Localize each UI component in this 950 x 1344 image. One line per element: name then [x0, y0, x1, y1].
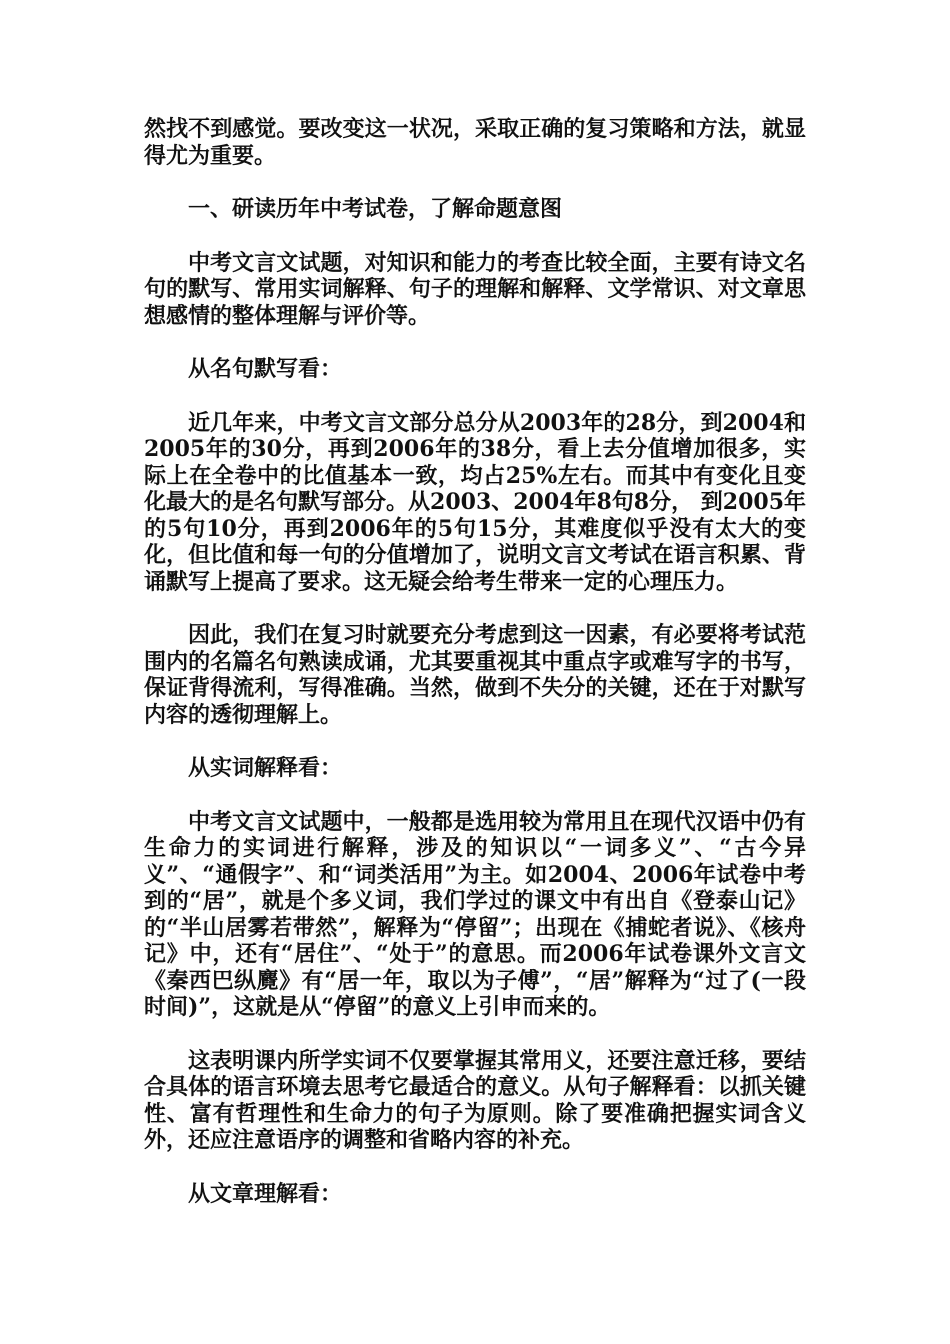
paragraph-exam-content: 中考文言文试题，对知识和能力的考查比较全面，主要有诗文名句的默写、常用实词解释、句子的理解和解释、文学常识、对文章思想感情的整体理解与评价等。 — [144, 249, 806, 329]
document-page — [144, 116, 806, 1234]
subheading-word-explanation: 从实词解释看： — [188, 755, 343, 781]
section-heading: 一、研读历年中考试卷，了解命题意图 — [188, 196, 563, 222]
subheading-quote-writing: 从名句默写看： — [188, 356, 343, 382]
paragraph-word-transfer: 这表明课内所学实词不仅要掌握其常用义，还要注意迁移，要结合具体的语言环境去思考它最适合的意义。从句子解释看：以抓关键性、富有哲理性和生命力的句子为原则。除了要准确把握实词含义外，还应注意语序的调整和省略内容的补充。 — [144, 1047, 806, 1153]
paragraph-score-trend: 近几年来，中考文言文部分总分从2003年的28分，到2004和2005年的30分，再到2006年的38分，看上去分值增加很多，实际上在全卷中的比值基本一致，均占25%左右。而其中有变化且变化最大的是名句默写部分。从2003、2004年8句8分， 到2005年的5句10分，再到2006年的5句15分，其难度似乎没有太大的变化，但比值和每一句的分值增加了，说明文言文考试在语言积累、背诵默写上提高了要求。这无疑会给考生带来一定的心理压力。 — [144, 409, 806, 595]
subheading-text-understanding: 从文章理解看： — [188, 1180, 343, 1207]
paragraph-word-examples: 中考文言文试题中，一般都是选用较为常用且在现代汉语中仍有生命力的实词进行解释，涉及的知识以“一词多义”、“古今异义”、“通假字”、和“词类活用”为主。如2004、2006年试卷中考到的“居”，就是个多义词，我们学过的课文中有出自《登泰山记》的“半山居雾若带然”，解释为“停留”；出现在《捕蛇者说》、《核舟记》中，还有“居住”、“处于”的意思。而2006年试卷课外文言文《秦西巴纵麑》有“居一年，取以为子傅”，“居”解释为“过了(一段时间)”，这就是从“停留”的意义上引申而来的。 — [144, 808, 806, 1020]
paragraph-continuation: 然找不到感觉。要改变这一状况，采取正确的复习策略和方法，就显得尤为重要。 — [144, 116, 806, 169]
paragraph-review-advice: 因此，我们在复习时就要充分考虑到这一因素，有必要将考试范围内的名篇名句熟读成诵，尤其要重视其中重点字或难写字的书写，保证背得流利，写得准确。当然，做到不失分的关键，还在于对默写内容的透彻理解上。 — [144, 622, 806, 728]
